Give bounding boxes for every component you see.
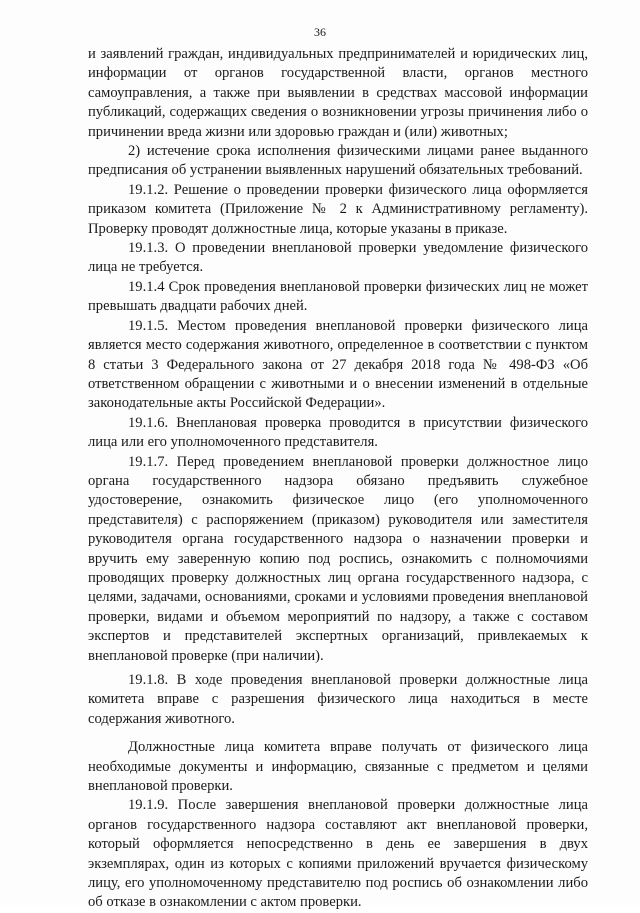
paragraph-19-1-7: 19.1.7. Перед проведением внеплановой проверки должностное лицо органа государственного надзора обязано предъявить служебное удостоверение, ознакомить физическое лицо (его уполномоченного представителя) с распоряжением (приказом) руководителя или заместителя руководителя органа государственного надзора о назначении проверки и вручить ему заверенную копию под роспись, ознакомить с полномочиями проводящих проверку должностных лиц органа государственного надзора, с целями, задачами, основаниями, сроками и условиями проведения внеплановой проверки, видами и объемом мероприятий по надзору, а также с составом экспертов и представителей экспертных организаций, привлекаемых к внеплановой проверке (при наличии). [88,453,588,664]
paragraph-19-1-6: 19.1.6. Внеплановая проверка проводится в присутствии физического лица или его уполномоченного представителя. [88,414,588,451]
paragraph-19-1-4: 19.1.4 Срок проведения внеплановой проверки физических лиц не может превышать двадцати рабочих дней. [88,278,588,315]
paragraph-19-1-8: 19.1.8. В ходе проведения внеплановой проверки должностные лица комитета вправе с разрешения физического лица находиться в месте содержания животного. [88,672,588,727]
paragraph-19-1-3: 19.1.3. О проведении внеплановой проверки уведомление физического лица не требуется. [88,240,588,276]
document-body [88,45,588,913]
paragraph-19-1-9: 19.1.9. После завершения внеплановой проверки должностные лица органов государственного надзора составляют акт внеплановой проверки, который оформляется непосредственно в день ее завершения в двух экземплярах, один из которых с копиями приложений вручается физическому лицу, его уполномоченному представителю под роспись об ознакомлении либо об отказе в ознакомлении с актом проверки. [88,797,588,911]
paragraph-officials-rights: Должностные лица комитета вправе получать от физического лица необходимые документы и информацию, связанные с предметом и целями внеплановой проверки. [88,739,588,795]
paragraph-19-1-2: 19.1.2. Решение о проведении проверки физического лица оформляется приказом комитета (Приложение № 2 к Административному регламенту). Проверку проводят должностные лица, которые указаны в приказе. [88,181,588,237]
paragraph-19-1-5: 19.1.5. Местом проведения внеплановой проверки физического лица является место содержания животного, определенное в соответствии с пунктом 8 статьи 3 Федерального закона от 27 декабря 2018 года № 498-ФЗ «Об ответственном обращении с животными и о внесении изменений в отдельные законодательные акты Российской Федерации». [88,317,588,412]
paragraph-item-2: 2) истечение срока исполнения физическими лицами ранее выданного предписания об устранении выявленных нарушений обязательных требований. [88,143,588,179]
paragraph-continuation: и заявлений граждан, индивидуальных предпринимателей и юридических лиц, информации от органов государственной власти, органов местного самоуправления, а также при выявлении в средствах массовой информации публикаций, содержащих сведения о возникновении угрозы причинения либо о причинении вреда жизни или здоровью граждан и (или) животных; [88,46,588,140]
page-number: 36 [314,25,326,39]
